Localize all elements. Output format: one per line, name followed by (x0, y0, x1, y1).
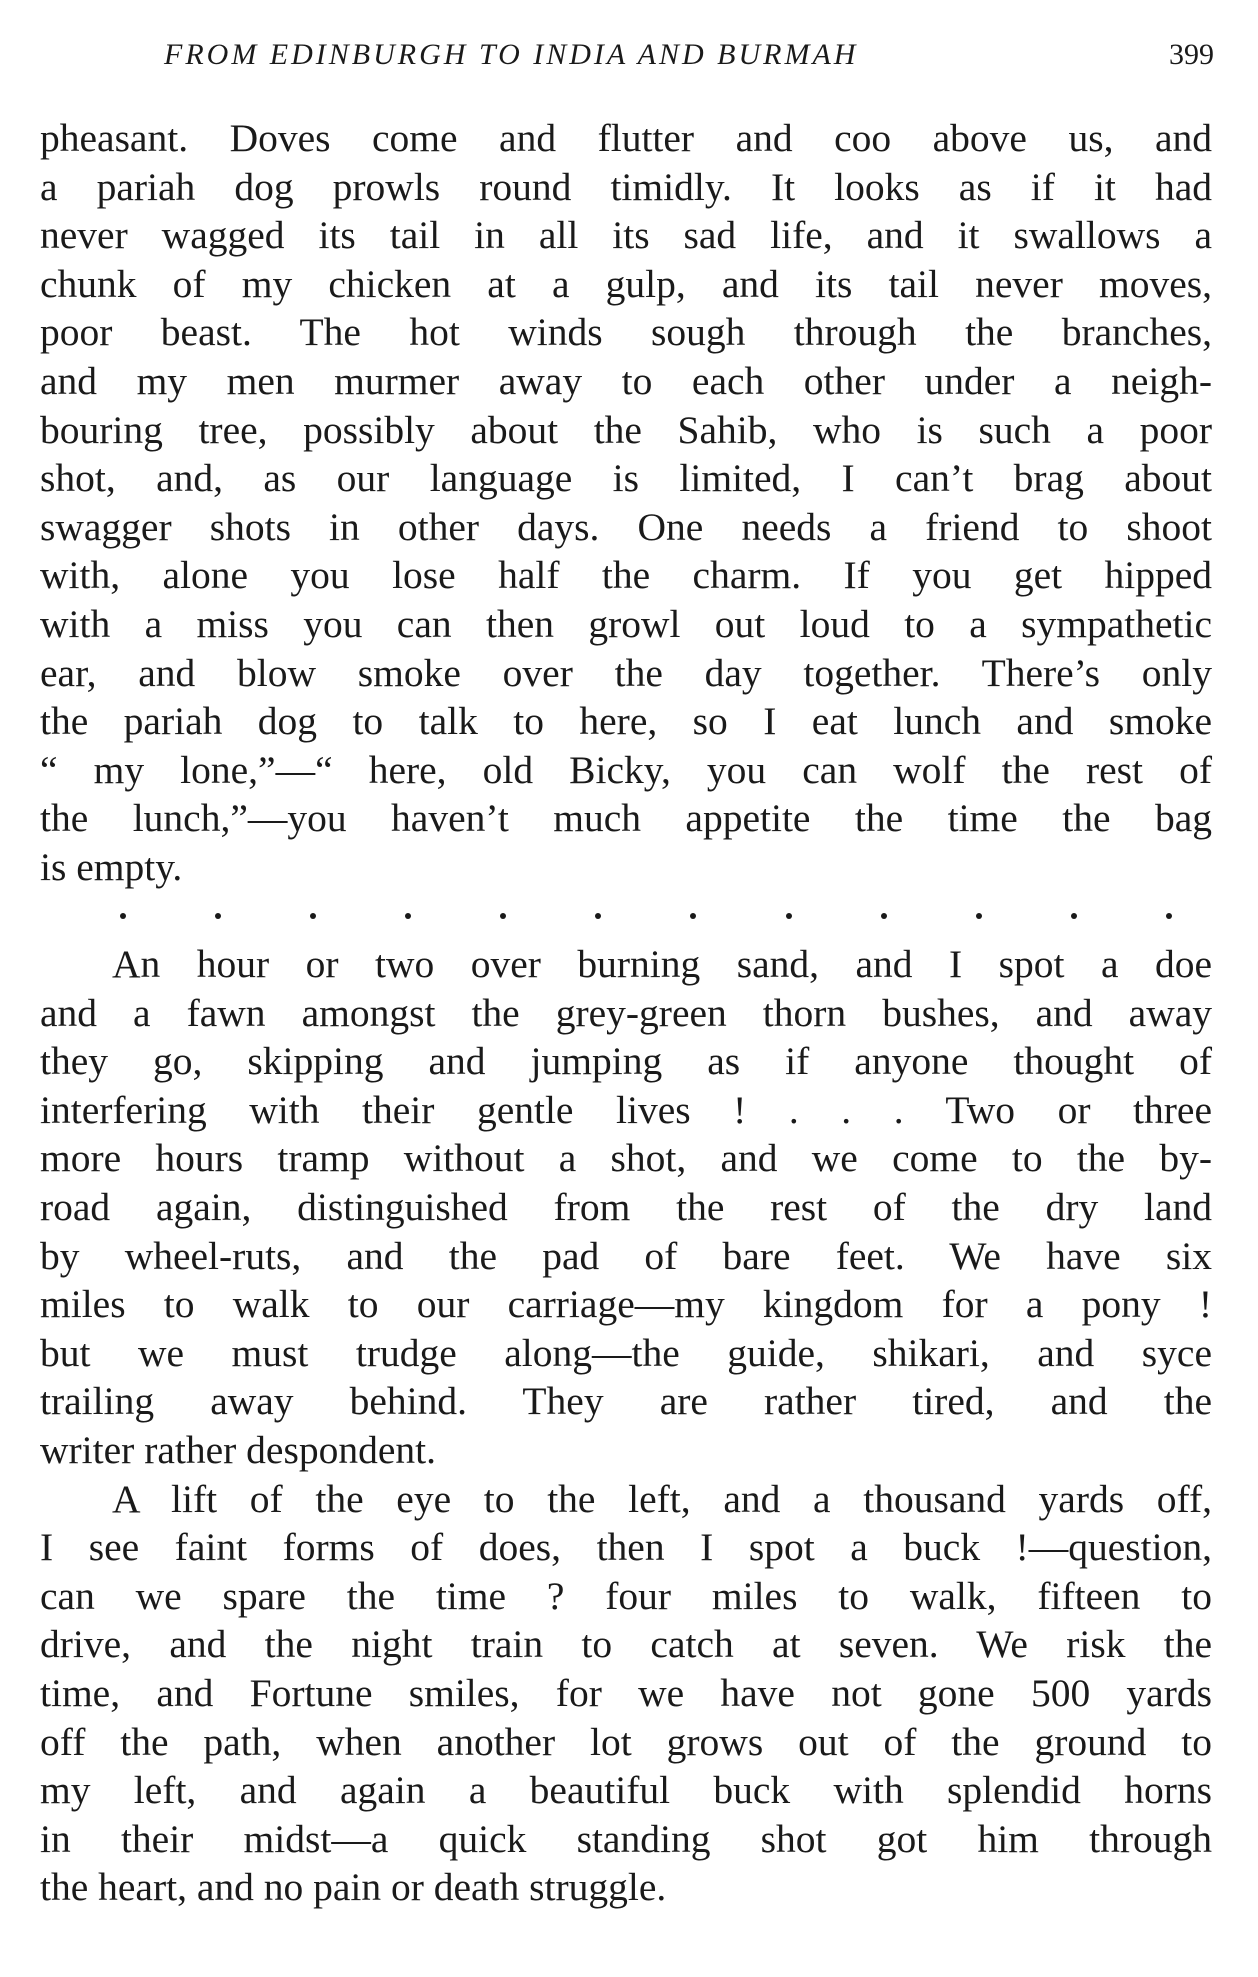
text-line: with, alone you lose half the charm. If you get hipped (40, 553, 1212, 598)
text-line: An hour or two over burning sand, and I spot a doe (112, 942, 1212, 987)
dot (595, 913, 601, 919)
dot (786, 913, 792, 919)
text-line: is empty. (40, 844, 183, 889)
text-line: drive, and the night train to catch at seven. We risk the (40, 1622, 1212, 1667)
dot (215, 913, 221, 919)
text-line: poor beast. The hot winds sough through the branches, (40, 310, 1212, 355)
dot (881, 913, 887, 919)
text-line: the pariah dog to talk to here, so I eat lunch and smoke (40, 699, 1212, 744)
text-line: A lift of the eye to the left, and a thousand yards off, (112, 1476, 1212, 1521)
text-line: the lunch,”—you haven’t much appetite the time the bag (40, 796, 1212, 841)
page-header (44, 38, 1214, 88)
text-line: swagger shots in other days. One needs a friend to shoot (40, 504, 1212, 549)
text-line: by wheel-ruts, and the pad of bare feet. We have six (40, 1233, 1212, 1278)
text-line: off the path, when another lot grows out of the ground to (40, 1719, 1212, 1764)
text-line: and my men murmer away to each other under a neigh- (40, 358, 1212, 403)
text-line: chunk of my chicken at a gulp, and its tail never moves, (40, 261, 1212, 306)
text-line: bouring tree, possibly about the Sahib, who is such a poor (40, 407, 1212, 452)
text-line: my left, and again a beautiful buck with splendid horns (40, 1768, 1212, 1813)
text-line: in their midst—a quick standing shot got him through (40, 1816, 1212, 1861)
text-line: “ my lone,”—“ here, old Bicky, you can wolf the rest of (40, 747, 1212, 792)
text-line: road again, distinguished from the rest of the dry land (40, 1185, 1212, 1230)
page-number: 399 (1169, 38, 1214, 71)
text-line: a pariah dog prowls round timidly. It looks as if it had (40, 164, 1212, 209)
paragraph-2 (40, 940, 1212, 1475)
text-line: can we spare the time ? four miles to walk, fifteen to (40, 1573, 1212, 1618)
text-line: and a fawn amongst the grey-green thorn bushes, and away (40, 990, 1212, 1035)
text-line: but we must trudge along—the guide, shikari, and syce (40, 1330, 1212, 1375)
text-line: more hours tramp without a shot, and we come to the by- (40, 1136, 1212, 1181)
dot (500, 913, 506, 919)
text-line: never wagged its tail in all its sad life, and it swallows a (40, 213, 1212, 258)
dot (120, 913, 126, 919)
dot (405, 913, 411, 919)
running-head: FROM EDINBURGH TO INDIA AND BURMAH (164, 38, 859, 71)
text-line: shot, and, as our language is limited, I can’t brag about (40, 456, 1212, 501)
dot (976, 913, 982, 919)
text-line: writer rather despondent. (40, 1428, 436, 1473)
text-line: time, and Fortune smiles, for we have not gone 500 yards (40, 1671, 1212, 1715)
dot (690, 913, 696, 919)
text-line: I see faint forms of does, then I spot a buck !—question, (40, 1525, 1212, 1570)
paragraph-1 (40, 114, 1212, 892)
text-line: with a miss you can then growl out loud to a sympathetic (40, 601, 1212, 646)
text-line: miles to walk to our carriage—my kingdom for a pony ! (40, 1282, 1212, 1327)
dot (1166, 913, 1172, 919)
body-text (40, 114, 1212, 1912)
text-line: trailing away behind. They are rather tired, and the (40, 1379, 1212, 1424)
text-line: interfering with their gentle lives ! . . . Two or three (40, 1087, 1212, 1132)
text-line: pheasant. Doves come and flutter and coo above us, and (40, 116, 1212, 160)
dot (1071, 913, 1077, 919)
section-break-dots (40, 892, 1212, 941)
text-line: ear, and blow smoke over the day together. There’s only (40, 650, 1212, 695)
text-line: the heart, and no pain or death struggle. (40, 1865, 667, 1910)
text-line: they go, skipping and jumping as if anyone thought of (40, 1039, 1212, 1084)
paragraph-3 (40, 1475, 1212, 1912)
dot (310, 913, 316, 919)
